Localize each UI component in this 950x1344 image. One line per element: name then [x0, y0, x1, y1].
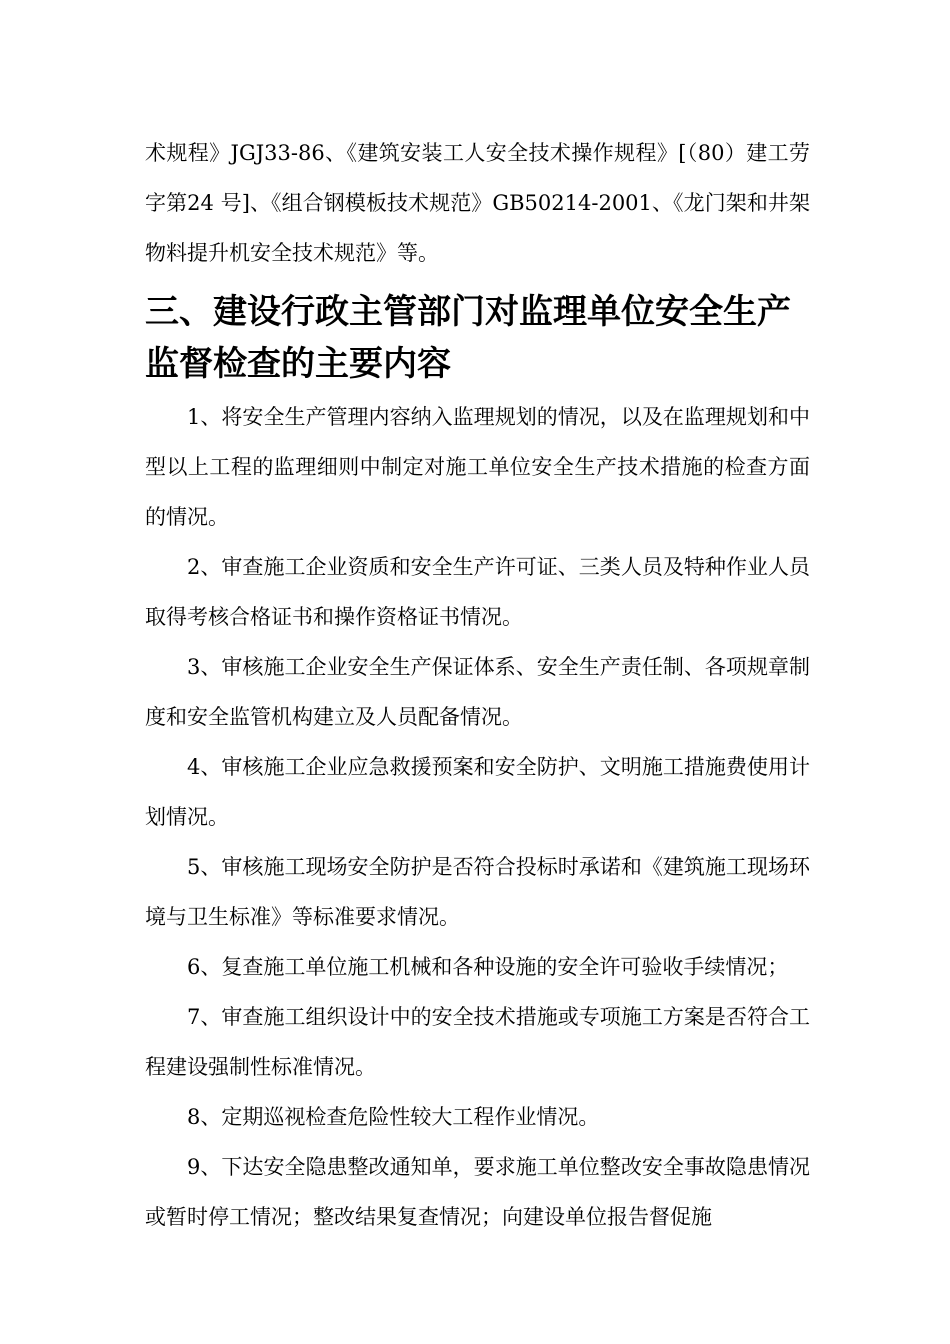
- list-item-6: 6、复查施工单位施工机械和各种设施的安全许可验收手续情况；: [187, 955, 789, 979]
- list-item-7: 7、审查施工组织设计中的安全技术措施或专项施工方案是否符合工程建设强制性标准情况。: [145, 1005, 810, 1079]
- list-item-9: 9、下达安全隐患整改通知单，要求施工单位整改安全事故隐患情况或暂时停工情况；整改结果复查情况；向建设单位报告督促施: [145, 1155, 810, 1229]
- list-item-8: 8、定期巡视检查危险性较大工程作业情况。: [187, 1105, 600, 1129]
- section-heading: 三、建设行政主管部门对监理单位安全生产监督检查的主要内容: [145, 292, 791, 384]
- list-item-4: 4、审核施工企业应急救援预案和安全防护、文明施工措施费使用计划情况。: [145, 755, 810, 829]
- intro-paragraph: 术规程》JGJ33-86、《建筑安装工人安全技术操作规程》[（80）建工劳字第24 号]、《组合钢模板技术规范》GB50214-2001、《龙门架和井架物料提升机安全技术规范》等。: [145, 141, 810, 265]
- list-item-5: 5、审核施工现场安全防护是否符合投标时承诺和《建筑施工现场环境与卫生标准》等标准要求情况。: [145, 855, 810, 929]
- list-item-1: 1、将安全生产管理内容纳入监理规划的情况，以及在监理规划和中型以上工程的监理细则中制定对施工单位安全生产技术措施的检查方面的情况。: [145, 405, 810, 529]
- list-item-3: 3、审核施工企业安全生产保证体系、安全生产责任制、各项规章制度和安全监管机构建立及人员配备情况。: [145, 655, 810, 729]
- list-item-2: 2、审查施工企业资质和安全生产许可证、三类人员及特种作业人员取得考核合格证书和操作资格证书情况。: [145, 555, 810, 629]
- document-page: [145, 128, 810, 1242]
